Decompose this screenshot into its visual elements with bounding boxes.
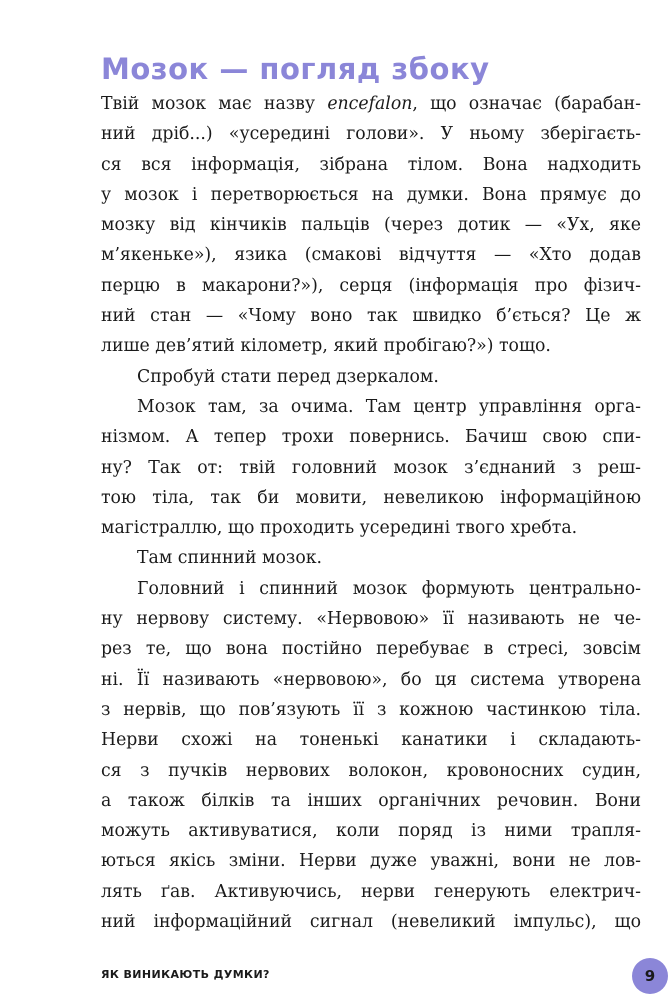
page-number: 9	[644, 967, 656, 985]
text-line: ні. Її називають «нервовою», бо ця система утворена	[101, 669, 641, 690]
text-line: ну нервову систему. «Нервовою» її називають не че-	[101, 609, 641, 630]
text-line: Головний і спинний мозок формують центрально-	[137, 578, 641, 599]
text-line: а також білків та інших органічних речовин. Вони	[101, 790, 641, 811]
page-number-badge	[632, 958, 668, 994]
latin-term: encefalon	[327, 94, 413, 114]
text-line: Нерви схожі на тоненькі канатики і складають-	[101, 730, 641, 751]
text-line: ний інформаційний сигнал (невеликий імпульс), що	[101, 912, 641, 933]
text-line: мозку від кінчиків пальців (через дотик — «Ух, яке	[101, 215, 641, 236]
text-line: лять ґав. Активуючись, нерви генерують електрич-	[101, 881, 641, 902]
text-line: перцю в макарони?»), серця (інформація про фізич-	[101, 275, 641, 296]
running-footer-title: ЯК ВИНИКАЮТЬ ДУМКИ?	[101, 968, 270, 981]
text-line: Мозок там, за очима. Там центр управління орга-	[137, 396, 641, 417]
text-line: лише дев’ятий кілометр, який пробігаю?») тощо.	[101, 336, 551, 357]
text-line: тою тіла, так би мовити, невеликою інформаційною	[101, 487, 641, 508]
text-line: Спробуй стати перед дзеркалом.	[137, 366, 439, 387]
text-line: у мозок і перетворюється на думки. Вона прямує до	[101, 184, 641, 205]
text-line: можуть активуватися, коли поряд із ними трапля-	[101, 821, 641, 842]
text-line: магістраллю, що проходить усередині твого хребта.	[101, 518, 578, 539]
text-line: ний дріб...) «усередині голови». У ньому зберігаєть-	[101, 124, 641, 145]
text-line: ний стан — «Чому воно так швидко б’ється? Це ж	[101, 306, 641, 327]
section-heading: Мозок — погляд збоку	[101, 52, 490, 86]
text-line: ну? Так от: твій головний мозок з’єднаний з реш-	[101, 457, 641, 478]
text-line: рез те, що вона постійно перебуває в стресі, зовсім	[101, 639, 641, 660]
text-line: Там спинний мозок.	[137, 548, 323, 569]
text-line: ються якісь зміни. Нерви дуже уважні, вони не лов-	[101, 851, 641, 872]
text-line: нізмом. А тепер трохи повернись. Бачиш свою спи-	[101, 427, 641, 448]
text-line: з нервів, що пов’язують її з кожною частинкою тіла.	[101, 699, 641, 720]
text-line: м’якеньке»), язика (смакові відчуття — «Хто додав	[101, 245, 641, 266]
text-line: ся вся інформація, зібрана тілом. Вона надходить	[101, 154, 641, 175]
body-text	[101, 89, 641, 937]
text-line: ся з пучків нервових волокон, кровоносних судин,	[101, 760, 641, 781]
text-line: Твій мозок має назву encefalon, що означає (барабан-	[101, 94, 641, 114]
